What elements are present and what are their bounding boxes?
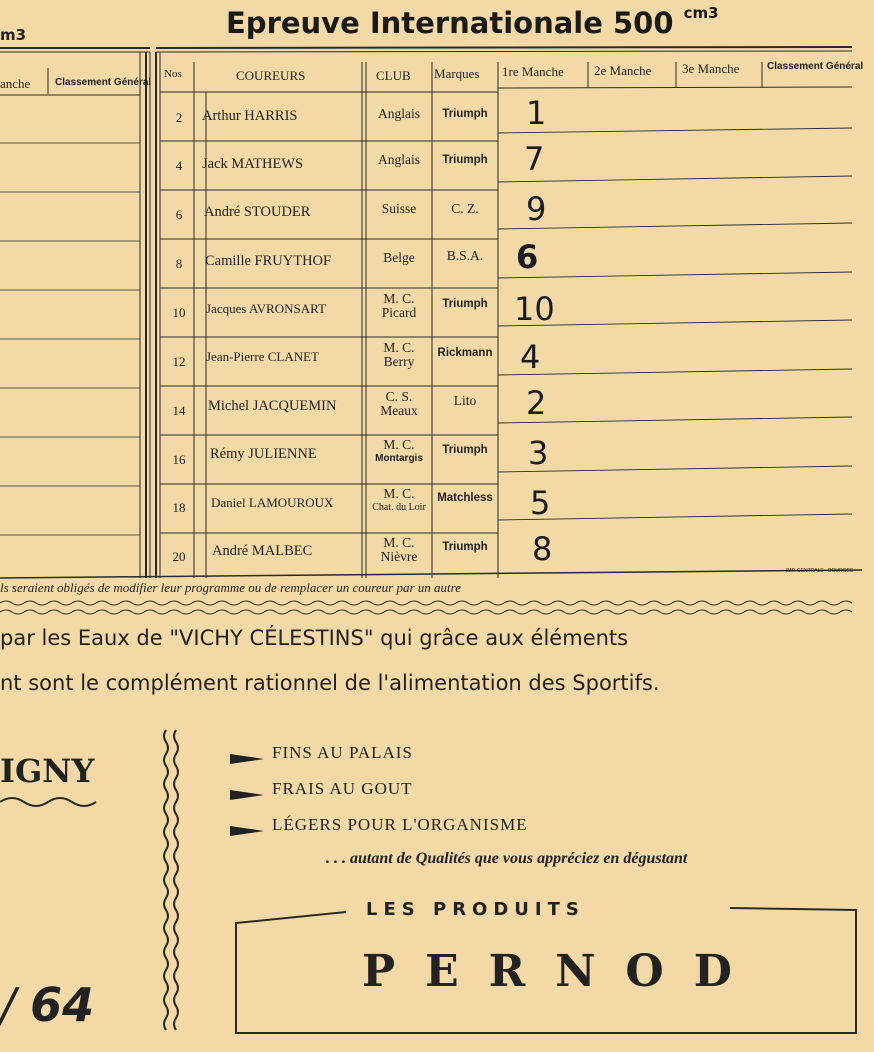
rider-name: Jacques AVRONSART (206, 301, 326, 316)
club: Belge (383, 250, 415, 265)
handwritten-result: 3 (528, 434, 549, 472)
club: M. C. Picard (381, 291, 417, 320)
marque: Lito (453, 393, 477, 408)
ad-frame (0, 700, 874, 1052)
rider-name: Jack MATHEWS (202, 156, 304, 172)
club: Anglais (378, 106, 420, 121)
handwritten-result: 10 (514, 290, 555, 328)
row-number: 12 (172, 354, 186, 369)
club: M. C. Chat. du Loir (372, 486, 426, 513)
arrow-icon (230, 824, 264, 838)
rider-name: Michel JACQUEMIN (208, 398, 337, 414)
row-number: 2 (175, 110, 183, 125)
row-number: 8 (175, 256, 183, 271)
bullet-text: FINS AU PALAIS (272, 743, 413, 762)
left-col-manche: anche (0, 76, 31, 91)
igny-text: IGNY (0, 752, 95, 790)
marque: Rickmann (437, 347, 493, 359)
marque: Triumph (442, 298, 488, 310)
marque: Triumph (442, 541, 488, 553)
row-number: 6 (175, 207, 183, 222)
club: M. C. Montargis (375, 437, 423, 464)
produits-heading: LES PRODUITS (358, 899, 593, 920)
vichy-line-2: nt sont le complément rationnel de l'alimentation des Sportifs. (0, 671, 660, 695)
handwritten-result: 8 (532, 530, 553, 568)
club: C. S. Meaux (380, 389, 418, 418)
handwritten-result: 7 (524, 140, 545, 178)
club: M. C. Nièvre (380, 535, 418, 564)
rider-name: Arthur HARRIS (202, 108, 298, 124)
printer-credit: IMP. CENTRALE - BOURGES (786, 568, 854, 574)
rider-name: Daniel LAMOUROUX (211, 495, 334, 510)
row-number: 10 (172, 305, 186, 320)
title-unit: cm3 (683, 4, 719, 22)
club: M. C. Berry (383, 340, 415, 369)
bullet-text: FRAIS AU GOUT (272, 779, 413, 798)
bullet-text: LÉGERS POUR L'ORGANISME (272, 815, 528, 834)
col-manche-1: 1re Manche (502, 64, 564, 79)
col-manche-3: 3e Manche (682, 61, 740, 76)
program-note: ls seraient obligés de modifier leur programme ou de remplacer un coureur par un autre (0, 580, 461, 595)
handwritten-result: 1 (526, 94, 547, 132)
row-number: 16 (172, 452, 186, 467)
rider-name: Rémy JULIENNE (210, 446, 317, 462)
rider-name: Jean-Pierre CLANET (206, 349, 319, 364)
col-classement: Classement Général (767, 61, 864, 72)
handwritten-result: 4 (520, 338, 541, 376)
marque: Triumph (442, 108, 488, 120)
pernod-logo: PERNOD (362, 946, 762, 997)
row-number: 20 (172, 549, 186, 564)
left-col-classement: Classement Général (55, 77, 152, 88)
row-number: 18 (172, 500, 186, 515)
col-club: CLUB (376, 68, 411, 83)
handwritten-result: 9 (526, 190, 547, 228)
marque: Triumph (442, 154, 488, 166)
club: Suisse (381, 201, 417, 216)
page-title: Epreuve Internationale 500 $^{cm3}$ (226, 4, 719, 40)
col-coureurs: COUREURS (236, 68, 306, 83)
row-number: 14 (172, 403, 186, 418)
marque: B.S.A. (446, 248, 484, 263)
handwritten-result: 2 (526, 384, 547, 422)
tagline: . . . autant de Qualités que vous appréciez en dégustant (326, 850, 688, 867)
handwritten-result: 6 (516, 238, 539, 276)
handwritten-result: 5 (530, 484, 551, 522)
arrow-icon (230, 752, 264, 766)
vichy-line-1: par les Eaux de "VICHY CÉLESTINS" qui grâce aux éléments (0, 626, 629, 650)
col-nos: Nos (164, 68, 182, 80)
rider-name: André STOUDER (204, 204, 311, 220)
row-number: 4 (175, 158, 183, 173)
rider-name: Camille FRUYTHOF (205, 253, 332, 269)
club: Anglais (378, 152, 420, 167)
marque: C. Z. (451, 201, 479, 216)
col-marques: Marques (434, 66, 480, 81)
marque: Matchless (437, 492, 493, 504)
col-manche-2: 2e Manche (594, 63, 652, 78)
marque: Triumph (442, 444, 488, 456)
rider-name: André MALBEC (212, 543, 313, 559)
ad-number: / 64 (0, 978, 95, 1032)
left-title-fragment: m3 (0, 26, 27, 44)
arrow-icon (230, 788, 264, 802)
